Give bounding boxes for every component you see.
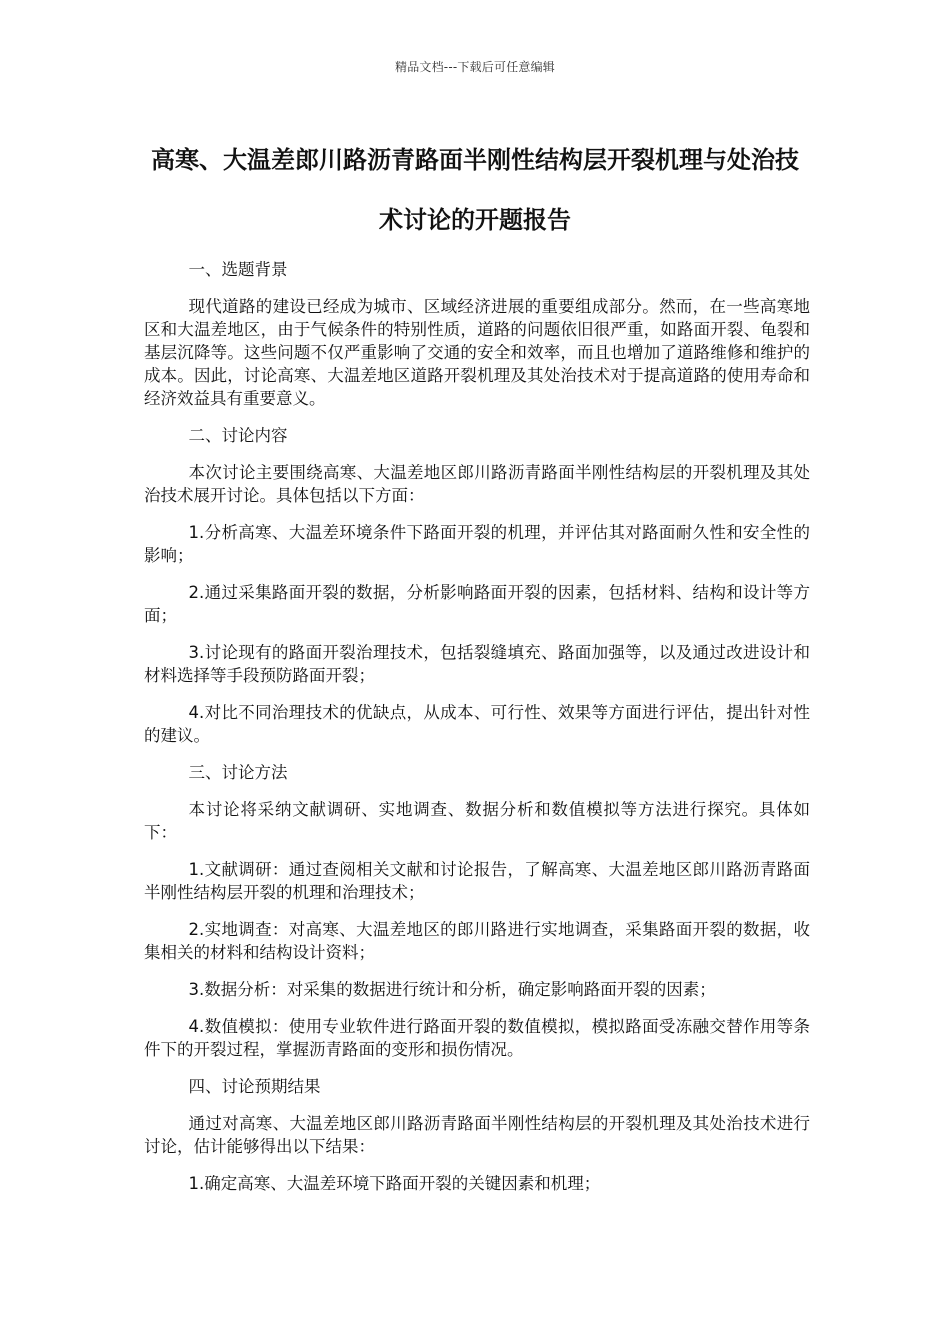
document-title: 高寒、大温差郎川路沥青路面半刚性结构层开裂机理与处治技术讨论的开题报告 [151, 146, 799, 234]
paragraph: 通过对高寒、大温差地区郎川路沥青路面半刚性结构层的开裂机理及其处治技术进行讨论，估计能够得出以下结果： [144, 1114, 810, 1156]
list-item: 1.文献调研：通过查阅相关文献和讨论报告，了解高寒、大温差地区郎川路沥青路面半刚性结构层开裂的机理和治理技术； [144, 860, 810, 902]
section-methods [144, 761, 810, 1061]
paragraph: 本讨论将采纳文献调研、实地调查、数据分析和数值模拟等方法进行探究。具体如下： [144, 800, 810, 842]
list-item: 3.讨论现有的路面开裂治理技术，包括裂缝填充、路面加强等，以及通过改进设计和材料选择等手段预防路面开裂； [144, 643, 810, 685]
list-item: 2.通过采集路面开裂的数据，分析影响路面开裂的因素，包括材料、结构和设计等方面； [144, 583, 810, 625]
section-heading: 三、讨论方法 [188, 763, 288, 782]
section-expected-results [144, 1075, 810, 1195]
paragraph: 本次讨论主要围绕高寒、大温差地区郎川路沥青路面半刚性结构层的开裂机理及其处治技术展开讨论。具体包括以下方面： [144, 463, 810, 505]
section-heading: 二、讨论内容 [188, 426, 288, 445]
section-content [144, 424, 810, 747]
list-item: 2.实地调查：对高寒、大温差地区的郎川路进行实地调查，采集路面开裂的数据，收集相关的材料和结构设计资料； [144, 920, 810, 962]
section-background [144, 258, 810, 410]
list-item: 4.数值模拟：使用专业软件进行路面开裂的数值模拟，模拟路面受冻融交替作用等条件下的开裂过程，掌握沥青路面的变形和损伤情况。 [144, 1017, 810, 1059]
section-heading: 四、讨论预期结果 [188, 1077, 321, 1096]
section-heading: 一、选题背景 [188, 260, 288, 279]
document-body [144, 258, 810, 1209]
paragraph: 现代道路的建设已经成为城市、区域经济进展的重要组成部分。然而，在一些高寒地区和大温差地区，由于气候条件的特别性质，道路的问题依旧很严重，如路面开裂、龟裂和基层沉降等。这些问题不仅严重影响了交通的安全和效率，而且也增加了道路维修和维护的成本。因此，讨论高寒、大温差地区道路开裂机理及其处治技术对于提高道路的使用寿命和经济效益具有重要意义。 [144, 297, 810, 408]
list-item: 1.确定高寒、大温差环境下路面开裂的关键因素和机理； [188, 1174, 601, 1193]
list-item: 4.对比不同治理技术的优缺点，从成本、可行性、效果等方面进行评估，提出针对性的建议。 [144, 703, 810, 745]
list-item: 3.数据分析：对采集的数据进行统计和分析，确定影响路面开裂的因素； [188, 980, 716, 999]
list-item: 1.分析高寒、大温差环境条件下路面开裂的机理，并评估其对路面耐久性和安全性的影响； [144, 523, 810, 565]
page-header: 精品文档---下载后可任意编辑 [395, 60, 555, 74]
